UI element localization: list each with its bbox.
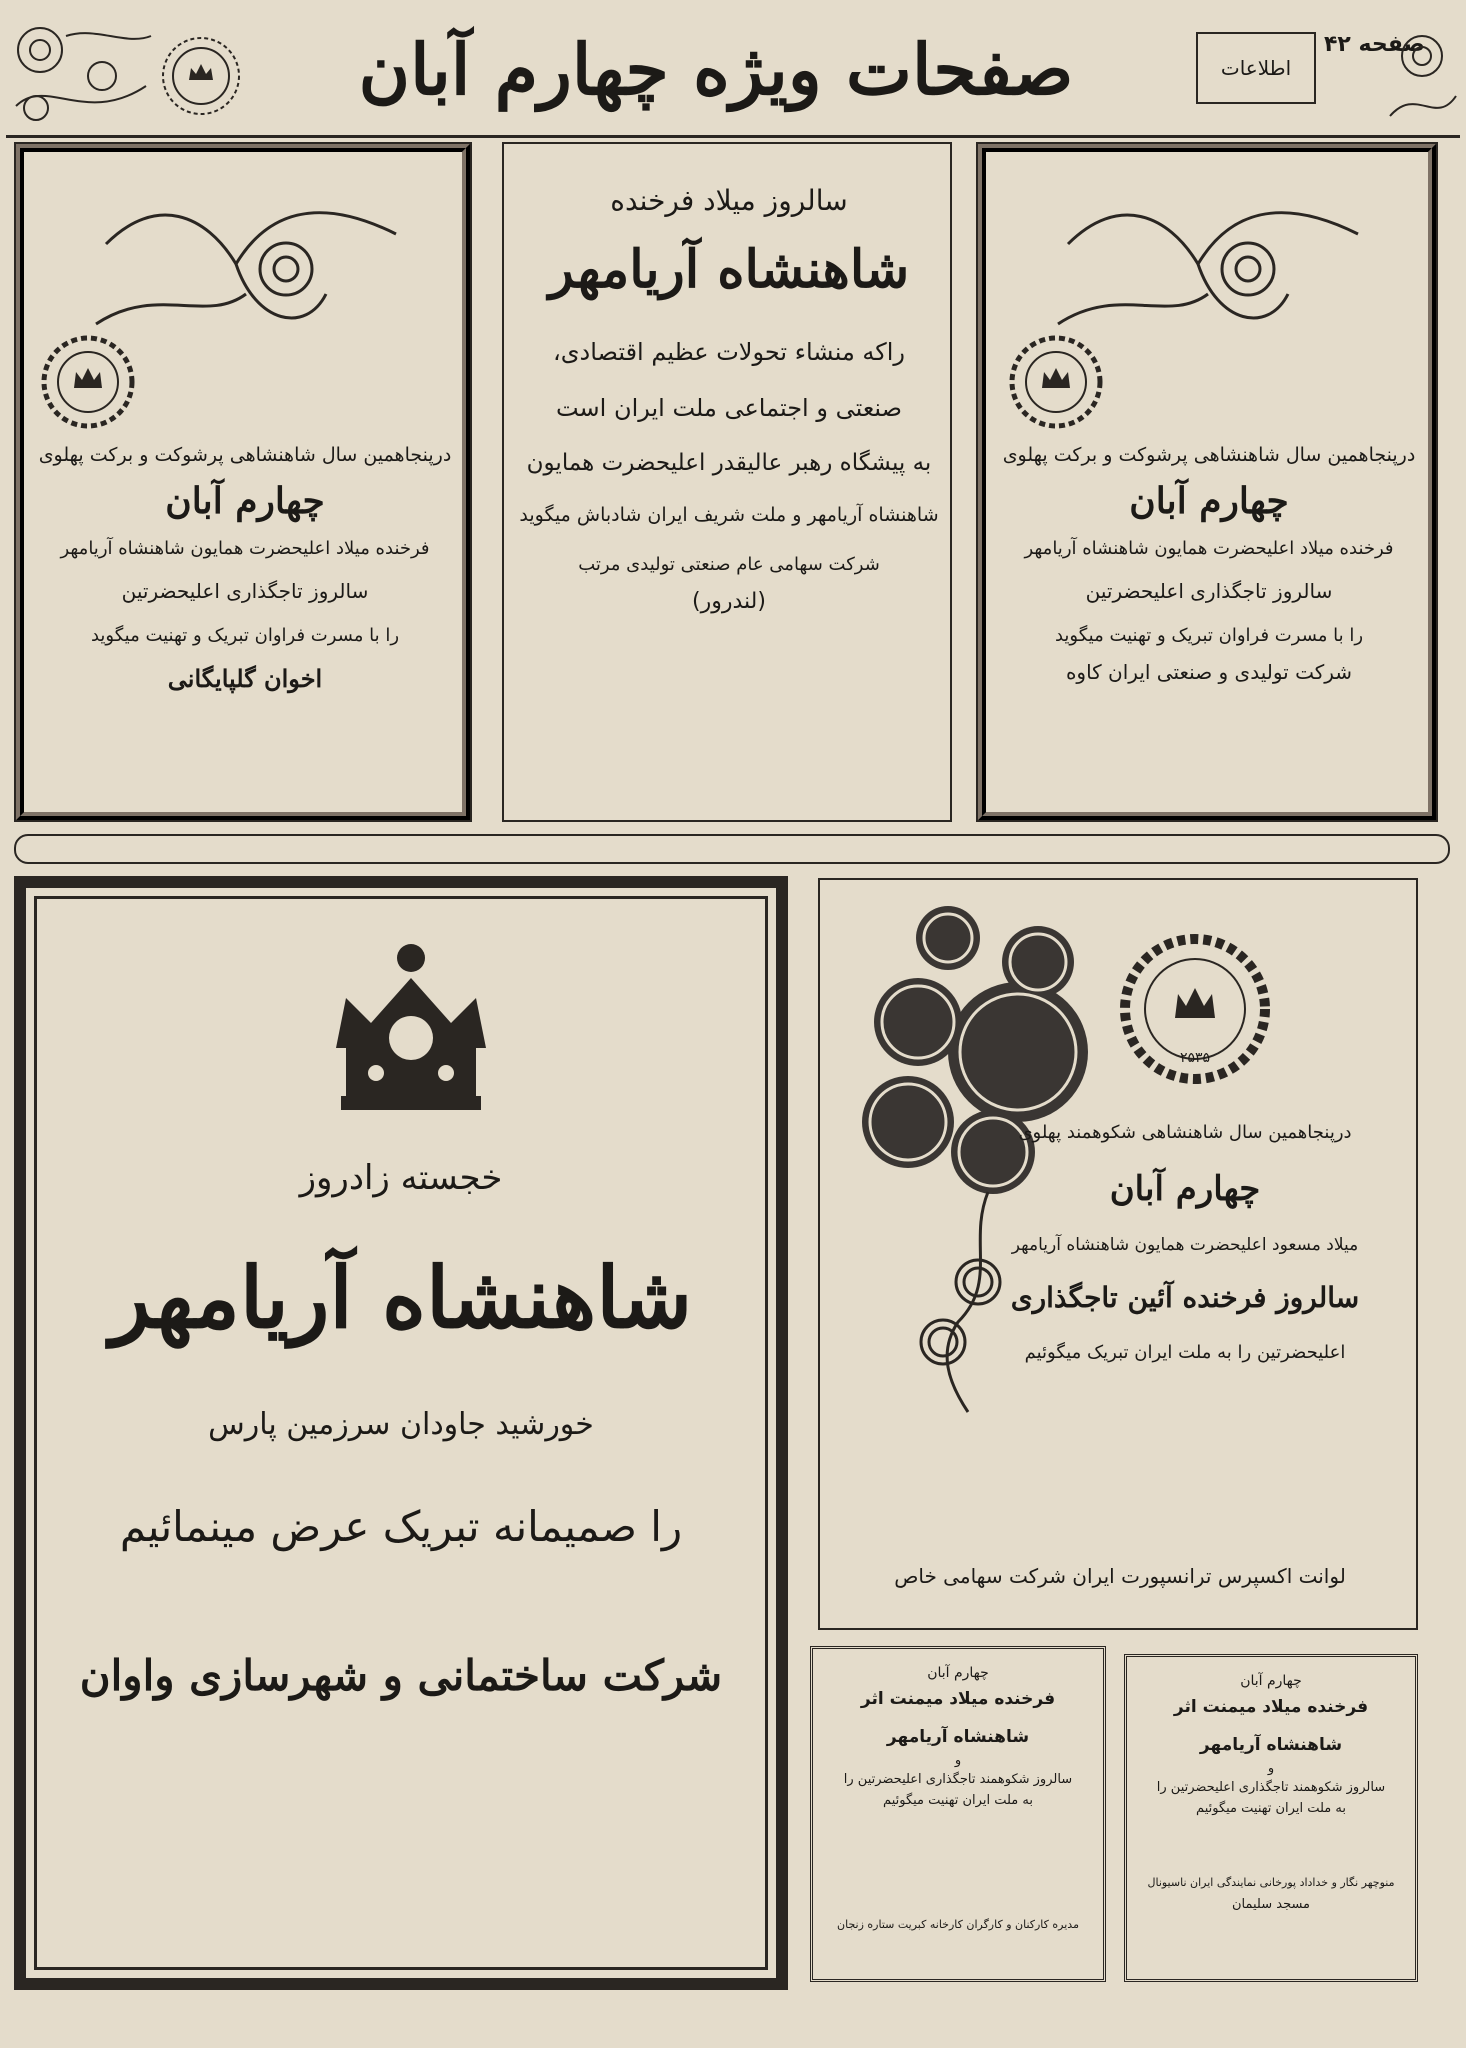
ad-company: اخوان گلپایگانی <box>167 664 323 693</box>
ad-heading: شاهنشاه آریامهر <box>548 239 910 300</box>
dove-icon <box>66 174 426 354</box>
ad-line: درپنجاهمین سال شاهنشاهی پرشوکت و برکت پهلوی <box>38 444 452 466</box>
ad-iran-national-masjed-soleiman <box>1124 1654 1418 1982</box>
ad-line: چهارم آبان <box>927 1665 989 1681</box>
ad-line: سالروز شکوهمند تاجگذاری اعلیحضرتین را <box>843 1772 1073 1787</box>
ad-line: را با مسرت فراوان تبریک و تهنیت میگوید <box>90 625 400 646</box>
ad-heading: شاهنشاه آریامهر <box>109 1248 693 1347</box>
ad-line: درپنجاهمین سال شاهنشاهی شکوهمند پهلوی <box>1018 1122 1352 1143</box>
ad-akhavan-golpaygani <box>14 142 472 822</box>
ad-line: شاهنشاه آریامهر و ملت شریف ایران شادباش میگوید <box>519 504 939 526</box>
ad-line: صنعتی و اجتماعی ملت ایران است <box>555 394 903 422</box>
ad-vavan <box>14 876 788 1990</box>
ad-line: سالروز تاجگذاری اعلیحضرتین <box>121 579 369 603</box>
ad-company: مدیره کارکنان و کارگران کارخانه کبریت ستاره زنجان <box>837 1918 1079 1931</box>
floral-ornament-right <box>1386 16 1458 134</box>
ad-company: منوچهر نگار و خداداد پورخانی نمایندگی ایران ناسیونال <box>1147 1876 1395 1889</box>
ad-iran-kaveh <box>976 142 1438 822</box>
ad-landrover <box>502 142 952 822</box>
ad-heading: چهارم آبان <box>1109 1169 1261 1209</box>
ad-line: خورشید جاودان سرزمین پارس <box>208 1407 594 1442</box>
ad-heading: شاهنشاه آریامهر <box>886 1727 1030 1747</box>
ad-line: سالروز فرخنده آئین تاجگذاری <box>1010 1281 1360 1314</box>
dove-icon <box>1028 174 1388 354</box>
coronation-emblem <box>161 36 241 116</box>
ad-line: شرکت سهامی عام صنعتی تولیدی مرتب <box>578 554 880 575</box>
masthead-logo <box>1196 32 1316 104</box>
page-header <box>6 10 1460 138</box>
masthead-logo-text: اطلاعات <box>1220 56 1292 80</box>
floral-ornament-left <box>6 16 156 134</box>
ad-line: خجسته زادروز <box>299 1158 503 1198</box>
ad-line: فرخنده میلاد میمنت اثر <box>860 1689 1056 1709</box>
emblem-year: ۲۵۳۵ <box>1180 1050 1211 1066</box>
ad-company: لوانت اکسپرس ترانسپورت ایران شرکت سهامی خاص <box>894 1564 1346 1588</box>
ad-line: اعلیحضرتین را به ملت ایران تبریک میگوئیم <box>1024 1342 1346 1363</box>
ad-line: سالروز شکوهمند تاجگذاری اعلیحضرتین را <box>1156 1780 1386 1795</box>
ad-company: مسجد سلیمان <box>1231 1897 1311 1912</box>
ad-line: سالروز میلاد فرخنده <box>610 184 848 217</box>
ad-heading: شاهنشاه آریامهر <box>1199 1735 1343 1755</box>
ad-line: به ملت ایران تهنیت میگوئیم <box>1196 1801 1346 1816</box>
ad-line: راکه منشاء تحولات عظیم اقتصادی، <box>553 338 905 366</box>
ad-line: چهارم آبان <box>1240 1673 1302 1689</box>
ad-line: را صمیمانه تبریک عرض مینمائیم <box>119 1502 683 1551</box>
ad-setareh-zanjan <box>810 1646 1106 1982</box>
coronation-emblem <box>40 334 136 430</box>
page-title: صفحات ویژه چهارم آبان <box>358 28 1074 111</box>
ad-heading: چهارم آبان <box>1129 480 1289 522</box>
ad-line: به پیشگاه رهبر عالیقدر اعلیحضرت همایون <box>526 450 932 476</box>
ad-company: شرکت تولیدی و صنعتی ایران کاوه <box>1065 660 1353 684</box>
ad-company: (لندرور) <box>692 589 766 614</box>
ad-line: و <box>954 1753 962 1768</box>
page-number: صفحه ۴۲ <box>1324 32 1425 57</box>
pahlavi-crown-icon <box>316 928 506 1138</box>
ad-line: درپنجاهمین سال شاهنشاهی پرشوکت و برکت پهلوی <box>1002 444 1416 466</box>
coronation-emblem <box>1008 334 1104 430</box>
ad-company: شرکت ساختمانی و شهرسازی واوان <box>79 1651 723 1700</box>
ad-line: سالروز تاجگذاری اعلیحضرتین <box>1085 579 1333 603</box>
ad-heading: چهارم آبان <box>165 480 325 522</box>
ad-line: به ملت ایران تهنیت میگوئیم <box>883 1793 1033 1808</box>
ad-line: و <box>1267 1761 1275 1776</box>
ad-line: میلاد مسعود اعلیحضرت همایون شاهنشاه آریامهر <box>1011 1235 1359 1255</box>
section-divider <box>14 834 1450 864</box>
ad-line: فرخنده میلاد اعلیحضرت همایون شاهنشاه آریامهر <box>60 538 430 559</box>
ad-line: را با مسرت فراوان تبریک و تهنیت میگوید <box>1054 625 1364 646</box>
ad-levant-express <box>818 878 1418 1630</box>
ad-line: فرخنده میلاد اعلیحضرت همایون شاهنشاه آریامهر <box>1024 538 1394 559</box>
ad-line: فرخنده میلاد میمنت اثر <box>1173 1697 1369 1717</box>
